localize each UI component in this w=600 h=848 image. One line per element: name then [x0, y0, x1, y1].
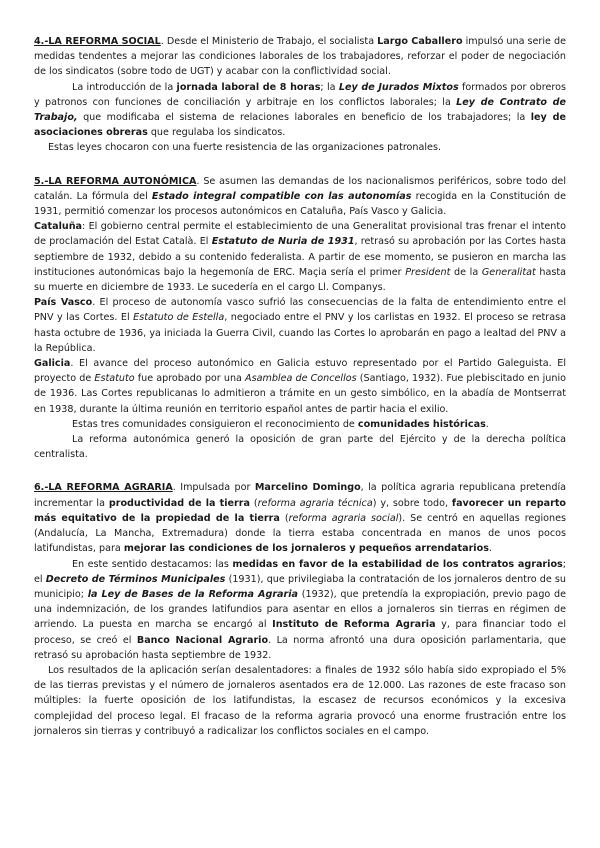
paragraph [34, 557, 566, 663]
paragraph [34, 174, 566, 220]
bold-text: comunidades históricas [357, 418, 486, 430]
paragraph [34, 417, 566, 432]
bold-italic-text: Estado integral compatible con las autonomías [151, 190, 412, 202]
text: La introducción de la [72, 81, 177, 93]
bold-text: medidas en favor de la estabilidad de los contratos agrarios [232, 558, 563, 570]
text: de la [450, 266, 482, 278]
paragraph: Los resultados de la aplicación serían desalentadores: a finales de 1932 sólo había sido expropiado el 5% de las tierras previstas y el número de jornaleros asentados era de 12.000. Las razones de este fracaso son múltiples: la fuerte oposición de los latifundistas, la escasez de recursos económicos y la excesiva complejidad del proceso legal. El fracaso de la reforma agraria provocó una enorme frustración entre los jornaleros sin tierras y contribuyó a radicalizar los conflictos sociales en el campo. [34, 664, 566, 737]
paragraph [34, 80, 566, 141]
spacer [34, 156, 566, 174]
text: En este sentido destacamos: las [72, 558, 233, 570]
paragraph [34, 480, 566, 556]
bold-text: jornada laboral de 8 horas [176, 81, 321, 93]
text: . El proceso de autonomía vasco sufrió las consecuencias de la falta de entendimiento entre el PNV y las Cortes. El [34, 297, 566, 324]
text: . [488, 543, 492, 555]
text: que modificaba el sistema de relaciones laborales en beneficio de los trabajadores; la [77, 112, 531, 124]
bold-text: favorecer un reparto más equitativo de la propiedad de la tierra [34, 497, 567, 524]
section-heading: 4.-LA REFORMA SOCIAL [34, 36, 161, 47]
italic-text: reforma agraria social [288, 512, 399, 524]
italic-text: President [405, 266, 451, 278]
bold-text: Marcelino Domingo [254, 482, 361, 494]
text: . Desde el Ministerio de Trabajo, el socialista [160, 36, 378, 47]
bold-italic-text: Decreto de Términos Municipales [45, 573, 226, 585]
text: Estas tres comunidades consiguieron el reconocimiento de [72, 418, 358, 430]
section-reforma-social [34, 34, 566, 156]
paragraph [34, 34, 566, 80]
text: , la política agraria republicana pretendía incrementar la [34, 482, 566, 509]
text: recogida en la Constitución de 1931, permitió comenzar los procesos autonómicos en Cataluña, País Vasco y Galicia. [34, 190, 566, 218]
bold-italic-text: Ley de Jurados Mixtos [338, 81, 459, 93]
text: (1931), que privilegiaba la contratación de los jornaleros dentro de su municipio; [34, 573, 567, 600]
italic-text: Estatuto de Estella [133, 312, 225, 324]
text: . [485, 418, 489, 430]
bold-text: ley de asociaciones obreras [34, 112, 566, 139]
text: : El gobierno central permite el establecimiento de una Generalitat provisional tras frenar el intento de proclamación del Estat Català. El [34, 221, 566, 248]
bold-italic-text: Estatuto de Nuria de 1931 [211, 236, 355, 248]
text: , retrasó su aprobación por las Cortes hasta septiembre de 1932, debido a su contenido federalista. A partir de ese momento, se pusieron en marcha las instituciones autonómicas bajo la hegemonía de ERC. Maçia sería el primer [34, 236, 566, 278]
text: (1932), que pretendía la expropiación, previo pago de una indemnización, de los grandes latifundios para asentar en ellos a jornaleros sin tierras en régimen de arriendo. La puesta en marcha se encargó al [34, 588, 566, 631]
text: hasta su muerte en diciembre de 1933. Le sucedería en el cargo Ll. Companys. [34, 266, 567, 294]
paragraph: Estas leyes chocaron con una fuerte resistencia de las organizaciones patronales. [48, 142, 442, 154]
bold-text: Banco Nacional Agrario [136, 634, 269, 646]
text: fue aprobado por una [134, 373, 246, 385]
italic-text: Generalitat [481, 266, 536, 278]
text: ( [279, 512, 289, 524]
text: impulsó una serie de medidas tendentes a mejorar las condiciones laborales de los trabajadores, reforzar el poder de negociación de los sindicatos (sobre todo de UGT) y acabar con la conflictividad social. [34, 36, 566, 78]
section-heading: 5.-LA REFORMA AUTONÓMICA [34, 175, 197, 187]
italic-text: Estatuto [94, 373, 135, 385]
text: ; el [34, 558, 566, 585]
text: . El avance del proceso autonómico en Galicia estuvo representado por el Partido Galeguista. El proyecto de [34, 358, 566, 385]
bold-text: productividad de la tierra [108, 497, 250, 509]
paragraph-pais-vasco [34, 295, 566, 356]
paragraph: La reforma autonómica generó la oposición de gran parte del Ejército y de la derecha política centralista. [34, 434, 566, 461]
bold-italic-text: Ley de Contrato de Trabajo, [34, 96, 566, 124]
bold-italic-text: la Ley de Bases de la Reforma Agraria [87, 588, 299, 600]
italic-text: Asamblea de Concellos [245, 373, 357, 385]
spacer [34, 462, 566, 480]
section-reforma-autonomica [34, 174, 566, 463]
text: formados por obreros y patronos con funciones de conciliación y arbitraje en los conflictos laborales; la [34, 81, 566, 108]
text: y, para financiar todo el proceso, se creó el [34, 619, 566, 646]
bold-text: Galicia [34, 358, 71, 370]
text: . Se asumen las demandas de los nacionalismos periféricos, sobre todo del catalán. La fórmula del [34, 175, 566, 202]
document-page [34, 34, 566, 739]
paragraph-cataluna [34, 219, 566, 295]
text: , negociado entre el PNV y los carlistas en 1932. El proceso se retrasa hasta octubre de 1936, ya iniciada la Guerra Civil, cuando las Cortes lo aprobarán en pago a lealtad del PNV a la República. [34, 312, 566, 354]
bold-text: Cataluña [34, 221, 82, 233]
bold-text: País Vasco [34, 297, 93, 309]
text: que regulaba los sindicatos. [147, 127, 286, 139]
section-reforma-agraria [34, 480, 566, 738]
text: . La norma afrontó una dura oposición parlamentaria, que retrasó su aprobación hasta septiembre de 1932. [34, 634, 566, 661]
section-heading: 6.-LA REFORMA AGRARIA [34, 482, 173, 494]
text: . Impulsada por [172, 482, 255, 494]
bold-text: Instituto de Reforma Agraria [272, 619, 436, 631]
italic-text: reforma agraria técnica [257, 497, 373, 509]
text: ; la [320, 81, 339, 93]
text: ( [249, 497, 258, 509]
bold-text: mejorar las condiciones de los jornaleros y pequeños arrendatarios [123, 543, 489, 555]
text: (Santiago, 1932). Fue plebiscitado en junio de 1936. Las Cortes republicanas lo admitieron a trámite en un gesto simbólico, en la abadía de Montserrat en 1938, durante la última reunión en territorio español antes de partir hacia el exilio. [34, 373, 566, 415]
text: ) y, sobre todo, [372, 497, 452, 509]
paragraph-galicia [34, 356, 566, 417]
text: ). Se centró en aquellas regiones (Andalucía, La Mancha, Extremadura) donde la tierra estaba concentrada en manos de unos pocos latifundistas, para [34, 512, 566, 555]
bold-text: Largo Caballero [377, 36, 463, 47]
